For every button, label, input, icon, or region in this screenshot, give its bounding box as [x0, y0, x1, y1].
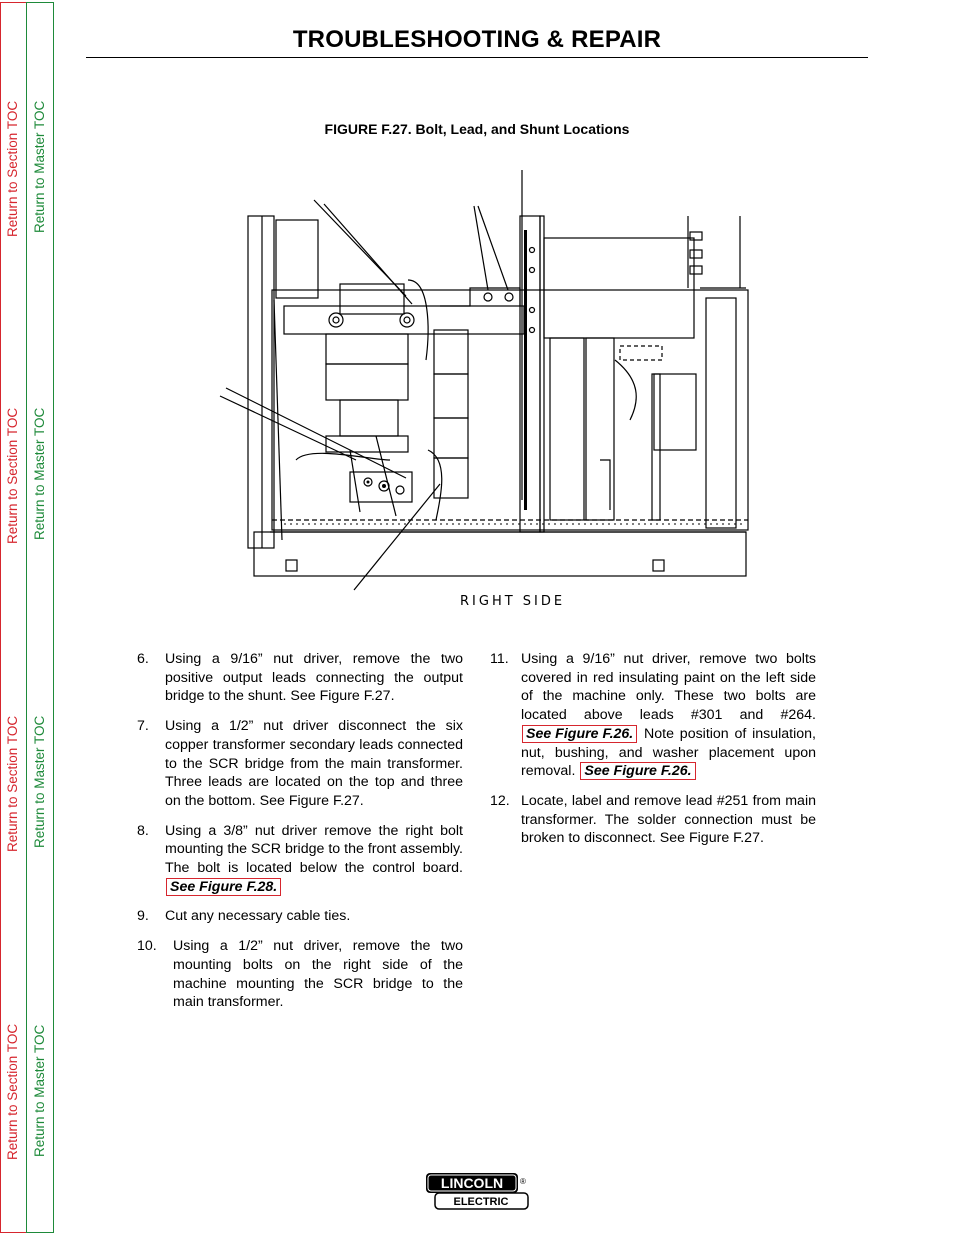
step-11 — [490, 650, 816, 781]
logo-text-lincoln: LINCOLN — [440, 1175, 504, 1191]
step-10 — [137, 937, 463, 1012]
step-text: Using a 3/8” nut driver remove the right bolt mounting the SCR bridge to the front assembly. The bolt is located below the control board. — [165, 822, 463, 877]
page-title: TROUBLESHOOTING & REPAIR — [292, 26, 662, 53]
step-text: Using a 9/16” nut driver, remove the two positive output leads connecting the output bridge to the shunt. See Figure F.27. — [165, 651, 463, 705]
step-number: 10. — [137, 938, 157, 955]
step-text: Cut any necessary cable ties. — [165, 908, 351, 925]
step-8 — [137, 822, 463, 897]
step-9 — [137, 907, 463, 926]
return-to-section-toc-link[interactable]: Return to Section TOC — [5, 1023, 20, 1160]
steps-right-column — [490, 650, 816, 859]
step-number: 8. — [137, 822, 149, 839]
step-number: 11. — [490, 651, 509, 667]
step-number: 6. — [137, 651, 149, 667]
registered-mark: ® — [520, 1177, 526, 1186]
see-figure-f28-link[interactable]: See Figure F.28. — [166, 878, 281, 896]
step-7 — [137, 717, 463, 811]
return-to-section-toc-link[interactable]: Return to Section TOC — [5, 715, 20, 852]
return-to-master-toc-link[interactable]: Return to Master TOC — [32, 100, 47, 233]
step-number: 9. — [137, 908, 149, 925]
step-number: 12. — [490, 792, 510, 809]
see-figure-f26-link[interactable]: See Figure F.26. — [580, 762, 695, 780]
step-text: Using a 1/2” nut driver, remove the two mounting bolts on the right side of the machine mounting the SCR bridge to the main transformer. — [173, 938, 463, 1011]
step-12 — [490, 792, 816, 848]
figure-caption: FIGURE F.27. Bolt, Lead, and Shunt Locations — [324, 121, 630, 137]
return-to-master-toc-link[interactable]: Return to Master TOC — [32, 1024, 47, 1157]
machine-right-side-drawing — [200, 160, 760, 620]
return-to-master-toc-link[interactable]: Return to Master TOC — [32, 715, 47, 848]
see-figure-f26-link[interactable]: See Figure F.26. — [522, 725, 637, 743]
title-divider — [86, 57, 868, 58]
step-6 — [137, 650, 463, 706]
step-number: 7. — [137, 718, 149, 735]
lincoln-electric-logo — [425, 1172, 531, 1212]
right-side-label: RIGHT SIDE — [460, 594, 566, 609]
return-to-section-toc-link[interactable]: Return to Section TOC — [5, 100, 20, 237]
step-text: Using a 1/2” nut driver disconnect the six copper transformer secondary leads connected to the SCR bridge from the main transformer. Three leads are located on the top and three on the bottom. See Figure F.27. — [165, 718, 463, 809]
return-to-section-toc-link[interactable]: Return to Section TOC — [5, 407, 20, 544]
logo-text-electric: ELECTRIC — [453, 1196, 509, 1208]
return-to-master-toc-link[interactable]: Return to Master TOC — [32, 407, 47, 540]
step-text: Locate, label and remove lead #251 from main transformer. The solder connection must be broken to disconnect. See Figure F.27. — [521, 792, 816, 847]
step-text: Using a 9/16” nut driver, remove two bolts covered in red insulating paint on the left side of the machine only. These two bolts are located above leads #301 and #264. — [521, 651, 816, 724]
steps-left-column — [137, 650, 463, 1023]
step-text: Note position of insulation, nut, bushing, and washer placement upon removal. — [521, 725, 816, 780]
